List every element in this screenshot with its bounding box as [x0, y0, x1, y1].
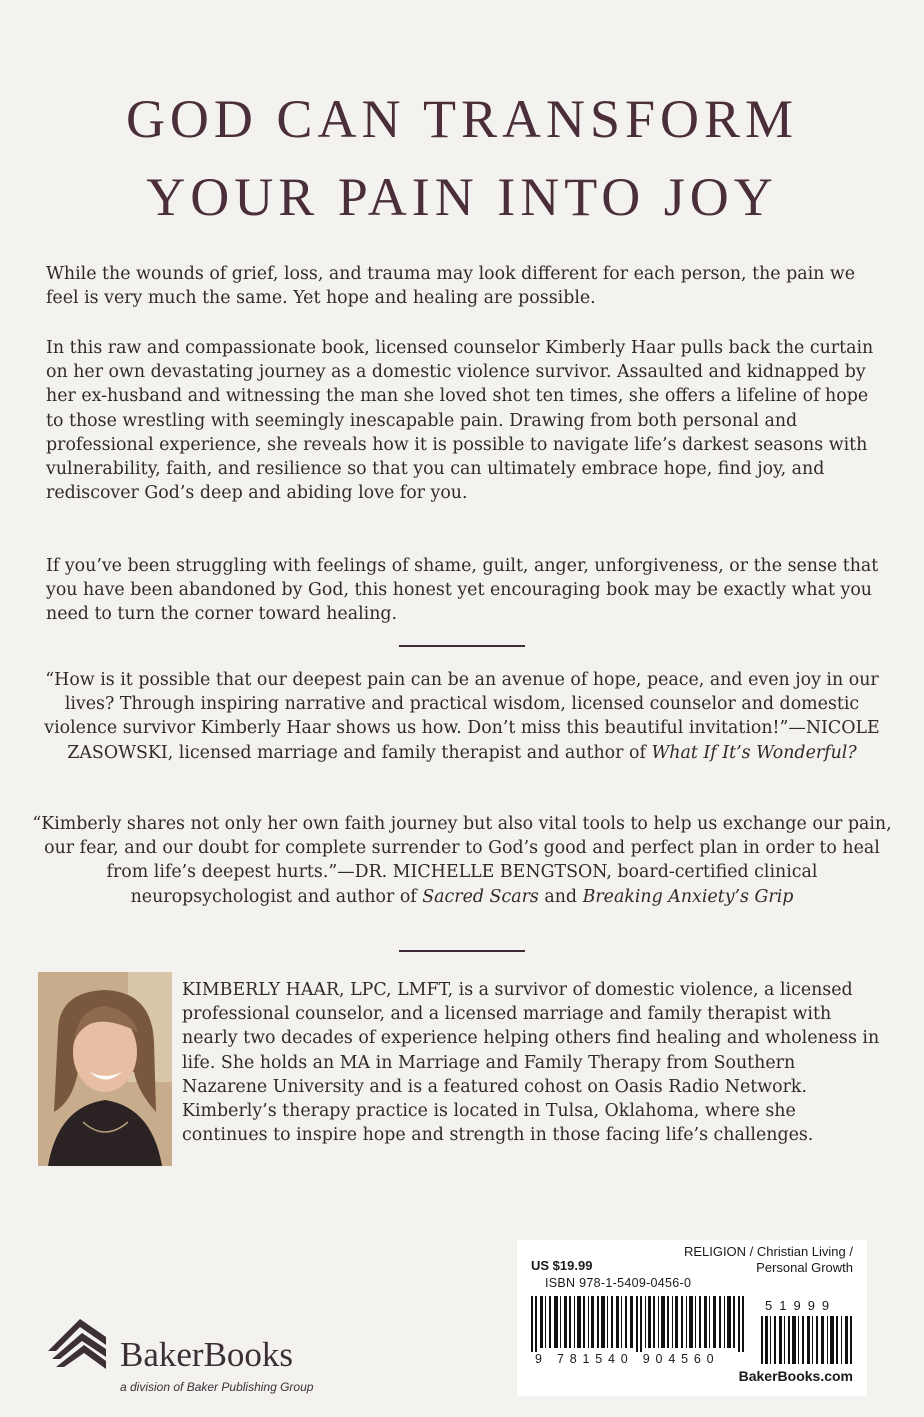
- publisher-url: BakerBooks.com: [738, 1368, 853, 1384]
- description-paragraph-3: If you’ve been struggling with feelings of shame, guilt, anger, unforgiveness, or the sense that you have been abandoned by God, this honest yet encouraging book may be exactly what you need to turn the corner toward healing.: [46, 556, 879, 625]
- isbn-barcode: [531, 1296, 753, 1352]
- category-line-2: Personal Growth: [756, 1260, 853, 1275]
- description-paragraph-2: In this raw and compassionate book, licensed counselor Kimberly Haar pulls back the curtain on her own devastating journey as a domestic violence survivor. Assaulted and kidnapped by her ex-husband and witnessing the man she loved shot ten times, she offers a lifeline of hope to those wrestling with seemingly inescapable pain. Drawing from both personal and professional experience, she reveals how it is possible to navigate life’s darkest seasons with vulnerability, faith, and resilience so that you can ultimately embrace hope, find joy, and rediscover God’s deep and abiding love for you.: [46, 338, 874, 504]
- publisher-logo: [44, 1315, 364, 1401]
- endorsement-text: “Kimberly shares not only her own faith journey but also vital tools to help us exchange our pain, our fear, and our doubt for complete surrender to God’s good and perfect plan in order to heal from life’s deepest hurts.”—DR. MICHELLE BENGTSON, board-certified clinical neuropsychologist and author of: [32, 814, 892, 907]
- addon-number: 51999: [765, 1298, 837, 1313]
- headline-line-1: GOD CAN TRANSFORM: [125, 89, 799, 149]
- category: [684, 1244, 853, 1276]
- headline: [0, 80, 924, 236]
- price-addon-barcode: [761, 1316, 855, 1364]
- divider-rule: [399, 645, 525, 647]
- publisher-subtitle: a division of Baker Publishing Group: [120, 1380, 314, 1394]
- book-stack-icon: [44, 1315, 114, 1375]
- isbn: ISBN 978-1-5409-0456-0: [545, 1276, 692, 1290]
- endorsement-zasowski: [30, 668, 894, 765]
- author-photo: [38, 972, 172, 1166]
- author-portrait-illustration: [38, 972, 172, 1166]
- author-bio: KIMBERLY HAAR, LPC, LMFT, is a survivor of domestic violence, a licensed professional counselor, and a licensed marriage and family therapist with nearly two decades of experience helping others find healing and wholeness in life. She holds an MA in Marriage and Family Therapy from Southern Nazarene University and is a featured cohost on Oasis Radio Network. Kimberly’s therapy practice is located in Tulsa, Oklahoma, where she continues to inspire hope and strength in those facing life’s challenges.: [182, 980, 880, 1146]
- divider-rule: [399, 950, 525, 952]
- book-title: Sacred Scars: [422, 886, 539, 907]
- headline-line-2: YOUR PAIN INTO JOY: [146, 167, 778, 227]
- endorsement-text: “How is it possible that our deepest pain can be an avenue of hope, peace, and even joy in our lives? Through inspiring narrative and practical wisdom, licensed counselor and domestic violence survivor Kimberly Haar shows us how. Don’t miss this beautiful invitation!”—NICOLE ZASOWSKI, licensed marriage and family therapist and author of: [44, 670, 880, 763]
- publisher-name: BakerBooks: [120, 1335, 294, 1374]
- endorsement-bengtson: [30, 812, 894, 909]
- book-title: Breaking Anxiety’s Grip: [582, 886, 794, 907]
- conjunction: and: [538, 886, 583, 907]
- book-title: What If It’s Wonderful?: [651, 742, 857, 763]
- barcode-box: [517, 1240, 867, 1396]
- price: US $19.99: [531, 1258, 593, 1273]
- description-paragraph-1: While the wounds of grief, loss, and trauma may look different for each person, the pain we feel is very much the same. Yet hope and healing are possible.: [46, 264, 856, 309]
- category-line-1: RELIGION / Christian Living /: [683, 1244, 853, 1259]
- barcode-digits: 9 781540 904560: [535, 1352, 720, 1366]
